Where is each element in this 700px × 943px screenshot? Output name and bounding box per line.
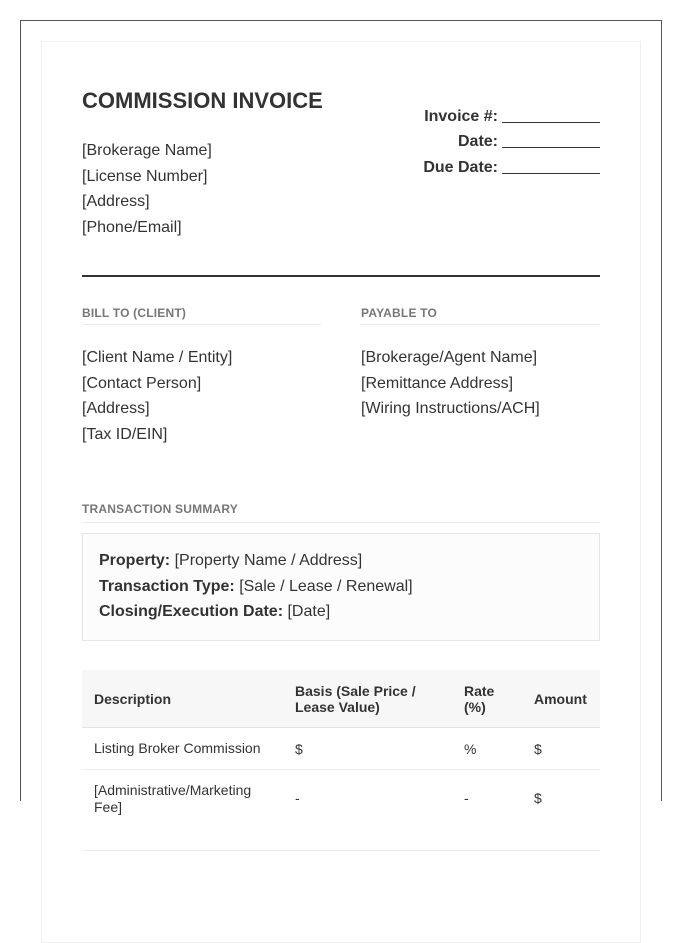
invoice-date-label: Date: — [457, 133, 498, 150]
row-description: Listing Broker Commission — [82, 728, 283, 770]
header-description: Description — [82, 670, 283, 728]
payee-name: [Brokerage/Agent Name] — [361, 349, 538, 366]
brokerage-license: [License Number] — [82, 167, 208, 185]
header-divider — [82, 275, 600, 277]
header-rate — [452, 670, 522, 728]
due-date-row — [423, 151, 600, 177]
transaction-type-label: Transaction Type: — [99, 577, 235, 595]
client-contact: [Contact Person] — [82, 374, 202, 392]
property-value: [Property Name / Address] — [174, 552, 363, 569]
transaction-summary-box — [82, 533, 600, 641]
invoice-number-label: Invoice #: — [424, 107, 498, 125]
payee-wiring-instructions: [Wiring Instructions/ACH] — [361, 400, 540, 418]
client-tax-id: [Tax ID/EIN] — [82, 426, 168, 444]
invoice-number-row — [423, 100, 600, 126]
page-frame — [20, 20, 662, 815]
brokerage-address: [Address] — [82, 193, 150, 211]
row-description — [82, 770, 283, 851]
header-basis — [283, 670, 452, 728]
header-rate-line1: Rate — [464, 682, 495, 699]
invoice-meta — [423, 100, 600, 177]
client-address: [Address] — [82, 400, 150, 418]
property-line — [99, 548, 413, 574]
transaction-type-value: [Sale / Lease / Renewal] — [239, 577, 413, 595]
row-amount: $ — [522, 770, 600, 851]
due-date-label: Due Date: — [423, 158, 498, 176]
row-rate: - — [452, 770, 522, 851]
header-rate-line2: (%) — [464, 698, 486, 715]
brokerage-contact: [Phone/Email] — [82, 219, 182, 237]
closing-date-line — [99, 599, 413, 625]
header-basis-line1: Basis (Sale Price / — [295, 682, 416, 699]
due-date-field[interactable] — [502, 157, 600, 174]
bill-to-lines — [82, 345, 321, 448]
closing-date-value: [Date] — [287, 603, 331, 620]
row-description-line1: [Administrative/Marketing — [94, 782, 252, 798]
commission-table — [82, 670, 600, 851]
invoice-title: COMMISSION INVOICE — [82, 88, 323, 113]
payable-to-label: PAYABLE TO — [361, 306, 600, 325]
row-basis: - — [283, 770, 452, 851]
header-basis-line2: Lease Value) — [295, 698, 380, 715]
brokerage-name: [Brokerage Name] — [82, 142, 212, 159]
invoice-number-field[interactable] — [502, 106, 600, 123]
invoice-date-field[interactable] — [502, 131, 600, 148]
invoice-sheet — [41, 41, 641, 943]
payable-to-lines — [361, 345, 600, 422]
invoice-date-row — [423, 126, 600, 152]
bill-to-section — [82, 306, 321, 448]
row-amount: $ — [522, 728, 600, 770]
transaction-type-line — [99, 574, 413, 600]
table-header-row — [82, 670, 600, 728]
row-basis: $ — [283, 728, 452, 770]
property-label: Property: — [99, 552, 171, 569]
closing-date-label: Closing/Execution Date: — [99, 603, 284, 620]
client-name: [Client Name / Entity] — [82, 349, 233, 366]
row-rate: % — [452, 728, 522, 770]
header-amount: Amount — [522, 670, 600, 728]
bill-to-label: BILL TO (CLIENT) — [82, 306, 321, 325]
payable-to-section — [361, 306, 600, 422]
table-row — [82, 770, 600, 851]
row-description-line2: Fee] — [94, 799, 123, 815]
brokerage-block — [82, 138, 212, 241]
payee-remittance-address: [Remittance Address] — [361, 374, 514, 392]
transaction-summary-label: TRANSACTION SUMMARY — [82, 502, 600, 523]
table-row — [82, 728, 600, 770]
transaction-summary-lines — [99, 548, 413, 625]
